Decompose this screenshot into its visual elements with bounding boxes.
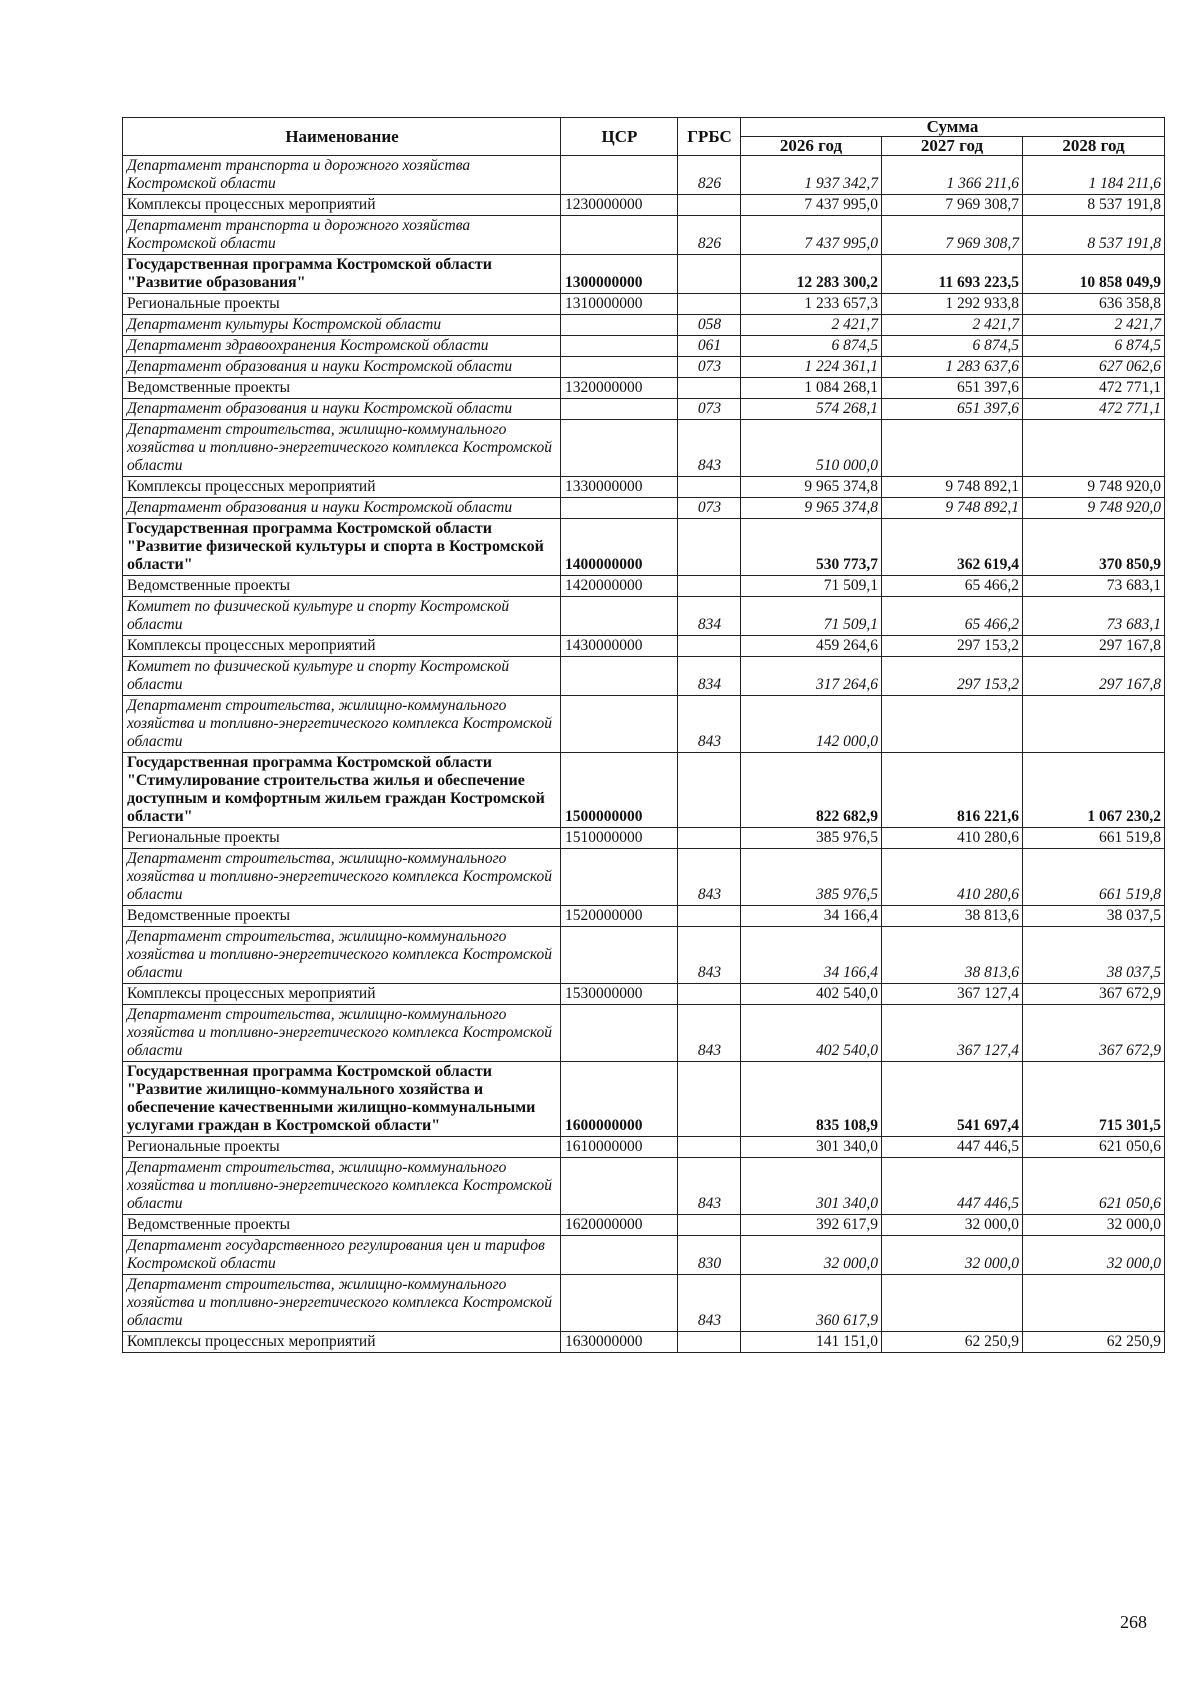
table-row — [123, 1062, 1165, 1137]
row-csr-cell: 1500000000 — [561, 753, 678, 828]
row-2028-cell: 38 037,5 — [1023, 927, 1165, 984]
row-grbs-cell — [678, 255, 741, 294]
row-2027-cell — [882, 696, 1023, 753]
budget-table — [122, 117, 1165, 1353]
row-2026-cell: 1 937 342,7 — [741, 156, 882, 195]
row-2026-cell: 317 264,6 — [741, 657, 882, 696]
table-row — [123, 1158, 1165, 1215]
row-2027-cell: 65 466,2 — [882, 576, 1023, 597]
row-grbs-cell — [678, 294, 741, 315]
table-row — [123, 927, 1165, 984]
row-csr-cell: 1310000000 — [561, 294, 678, 315]
row-grbs-cell: 843 — [678, 1275, 741, 1332]
table-row — [123, 336, 1165, 357]
row-name-cell: Департамент строительства, жилищно-коммунального хозяйства и топливно-энергетического комплекса Костромской области — [123, 927, 561, 984]
row-csr-cell: 1230000000 — [561, 195, 678, 216]
row-csr-cell — [561, 399, 678, 420]
row-grbs-cell: 843 — [678, 420, 741, 477]
row-grbs-cell: 061 — [678, 336, 741, 357]
row-csr-cell — [561, 696, 678, 753]
row-2027-cell: 7 969 308,7 — [882, 195, 1023, 216]
row-2027-cell: 297 153,2 — [882, 657, 1023, 696]
row-2028-cell: 2 421,7 — [1023, 315, 1165, 336]
row-2027-cell: 9 748 892,1 — [882, 477, 1023, 498]
row-name-cell: Департамент государственного регулирования цен и тарифов Костромской области — [123, 1236, 561, 1275]
row-grbs-cell — [678, 753, 741, 828]
row-csr-cell — [561, 498, 678, 519]
table-row — [123, 1332, 1165, 1353]
table-row — [123, 294, 1165, 315]
row-2026-cell: 1 224 361,1 — [741, 357, 882, 378]
row-2026-cell: 141 151,0 — [741, 1332, 882, 1353]
row-grbs-cell — [678, 636, 741, 657]
row-grbs-cell: 073 — [678, 498, 741, 519]
row-2028-cell: 297 167,8 — [1023, 636, 1165, 657]
row-2027-cell: 2 421,7 — [882, 315, 1023, 336]
header-csr: ЦСР — [561, 118, 678, 156]
row-2028-cell — [1023, 420, 1165, 477]
row-csr-cell: 1530000000 — [561, 984, 678, 1005]
row-2026-cell: 459 264,6 — [741, 636, 882, 657]
row-name-cell: Департамент образования и науки Костромской области — [123, 399, 561, 420]
row-grbs-cell — [678, 906, 741, 927]
row-2027-cell: 367 127,4 — [882, 1005, 1023, 1062]
row-2026-cell: 301 340,0 — [741, 1158, 882, 1215]
row-name-cell: Департамент образования и науки Костромской области — [123, 357, 561, 378]
row-grbs-cell — [678, 378, 741, 399]
row-2027-cell: 541 697,4 — [882, 1062, 1023, 1137]
row-2026-cell: 360 617,9 — [741, 1275, 882, 1332]
row-csr-cell — [561, 1158, 678, 1215]
row-2027-cell: 1 283 637,6 — [882, 357, 1023, 378]
row-2027-cell: 447 446,5 — [882, 1137, 1023, 1158]
table-row — [123, 828, 1165, 849]
row-csr-cell — [561, 156, 678, 195]
row-csr-cell: 1510000000 — [561, 828, 678, 849]
row-grbs-cell — [678, 1215, 741, 1236]
row-csr-cell: 1630000000 — [561, 1332, 678, 1353]
row-2027-cell: 32 000,0 — [882, 1236, 1023, 1275]
row-2028-cell: 1 184 211,6 — [1023, 156, 1165, 195]
row-2026-cell: 385 976,5 — [741, 849, 882, 906]
table-row — [123, 1236, 1165, 1275]
row-grbs-cell: 843 — [678, 927, 741, 984]
row-2028-cell: 661 519,8 — [1023, 828, 1165, 849]
row-csr-cell: 1600000000 — [561, 1062, 678, 1137]
row-grbs-cell: 834 — [678, 657, 741, 696]
row-csr-cell — [561, 1005, 678, 1062]
row-name-cell: Комплексы процессных мероприятий — [123, 1332, 561, 1353]
row-grbs-cell — [678, 1137, 741, 1158]
row-csr-cell: 1420000000 — [561, 576, 678, 597]
row-name-cell: Департамент транспорта и дорожного хозяйства Костромской области — [123, 156, 561, 195]
row-2027-cell: 65 466,2 — [882, 597, 1023, 636]
table-row — [123, 477, 1165, 498]
row-grbs-cell: 843 — [678, 696, 741, 753]
row-name-cell: Департамент образования и науки Костромской области — [123, 498, 561, 519]
row-2026-cell: 822 682,9 — [741, 753, 882, 828]
row-2028-cell: 472 771,1 — [1023, 399, 1165, 420]
row-name-cell: Ведомственные проекты — [123, 378, 561, 399]
row-name-cell: Комплексы процессных мероприятий — [123, 984, 561, 1005]
row-csr-cell — [561, 927, 678, 984]
table-row — [123, 1215, 1165, 1236]
table-row — [123, 498, 1165, 519]
row-2026-cell: 835 108,9 — [741, 1062, 882, 1137]
table-row — [123, 315, 1165, 336]
row-2028-cell: 1 067 230,2 — [1023, 753, 1165, 828]
row-2028-cell: 370 850,9 — [1023, 519, 1165, 576]
row-name-cell: Ведомственные проекты — [123, 906, 561, 927]
header-year-2028: 2028 год — [1023, 137, 1165, 156]
row-2026-cell: 9 965 374,8 — [741, 477, 882, 498]
header-grbs: ГРБС — [678, 118, 741, 156]
row-2026-cell: 9 965 374,8 — [741, 498, 882, 519]
row-2026-cell: 6 874,5 — [741, 336, 882, 357]
table-row — [123, 657, 1165, 696]
row-csr-cell — [561, 1275, 678, 1332]
row-2027-cell: 1 292 933,8 — [882, 294, 1023, 315]
row-csr-cell — [561, 336, 678, 357]
table-row — [123, 420, 1165, 477]
row-grbs-cell: 073 — [678, 399, 741, 420]
row-name-cell: Государственная программа Костромской области "Развитие образования" — [123, 255, 561, 294]
row-grbs-cell — [678, 195, 741, 216]
table-row — [123, 1137, 1165, 1158]
row-2028-cell: 8 537 191,8 — [1023, 195, 1165, 216]
row-grbs-cell: 826 — [678, 216, 741, 255]
row-2026-cell: 530 773,7 — [741, 519, 882, 576]
row-grbs-cell: 843 — [678, 1005, 741, 1062]
row-2027-cell: 38 813,6 — [882, 906, 1023, 927]
row-csr-cell — [561, 657, 678, 696]
row-2026-cell: 32 000,0 — [741, 1236, 882, 1275]
row-name-cell: Департамент строительства, жилищно-коммунального хозяйства и топливно-энергетического комплекса Костромской области — [123, 420, 561, 477]
row-name-cell: Комплексы процессных мероприятий — [123, 636, 561, 657]
row-name-cell: Комплексы процессных мероприятий — [123, 477, 561, 498]
row-2026-cell: 71 509,1 — [741, 597, 882, 636]
row-csr-cell: 1620000000 — [561, 1215, 678, 1236]
table-row — [123, 696, 1165, 753]
row-2028-cell: 621 050,6 — [1023, 1158, 1165, 1215]
row-2026-cell: 7 437 995,0 — [741, 195, 882, 216]
table-row — [123, 399, 1165, 420]
row-2028-cell: 8 537 191,8 — [1023, 216, 1165, 255]
table-row — [123, 849, 1165, 906]
row-csr-cell: 1320000000 — [561, 378, 678, 399]
row-2026-cell: 574 268,1 — [741, 399, 882, 420]
row-2026-cell: 1 233 657,3 — [741, 294, 882, 315]
row-2026-cell: 7 437 995,0 — [741, 216, 882, 255]
table-body — [123, 156, 1165, 1353]
row-csr-cell — [561, 597, 678, 636]
row-2028-cell: 62 250,9 — [1023, 1332, 1165, 1353]
row-2027-cell — [882, 420, 1023, 477]
row-grbs-cell — [678, 1332, 741, 1353]
row-2026-cell: 2 421,7 — [741, 315, 882, 336]
row-grbs-cell: 058 — [678, 315, 741, 336]
row-name-cell: Департамент транспорта и дорожного хозяйства Костромской области — [123, 216, 561, 255]
row-2028-cell: 32 000,0 — [1023, 1215, 1165, 1236]
row-2026-cell: 510 000,0 — [741, 420, 882, 477]
header-name: Наименование — [123, 118, 561, 156]
table-row — [123, 1005, 1165, 1062]
row-grbs-cell: 830 — [678, 1236, 741, 1275]
table-row — [123, 195, 1165, 216]
row-2028-cell: 636 358,8 — [1023, 294, 1165, 315]
row-name-cell: Ведомственные проекты — [123, 1215, 561, 1236]
table-row — [123, 753, 1165, 828]
row-2027-cell: 367 127,4 — [882, 984, 1023, 1005]
row-2027-cell: 9 748 892,1 — [882, 498, 1023, 519]
row-name-cell: Департамент строительства, жилищно-коммунального хозяйства и топливно-энергетического комплекса Костромской области — [123, 849, 561, 906]
table-row — [123, 597, 1165, 636]
row-name-cell: Департамент строительства, жилищно-коммунального хозяйства и топливно-энергетического комплекса Костромской области — [123, 1005, 561, 1062]
row-name-cell: Региональные проекты — [123, 1137, 561, 1158]
row-2027-cell: 6 874,5 — [882, 336, 1023, 357]
row-2028-cell: 38 037,5 — [1023, 906, 1165, 927]
row-2028-cell: 297 167,8 — [1023, 657, 1165, 696]
table-row — [123, 156, 1165, 195]
table-row — [123, 984, 1165, 1005]
row-name-cell: Региональные проекты — [123, 294, 561, 315]
table-row — [123, 357, 1165, 378]
row-2027-cell: 651 397,6 — [882, 399, 1023, 420]
row-2027-cell — [882, 1275, 1023, 1332]
row-2028-cell: 661 519,8 — [1023, 849, 1165, 906]
row-2027-cell: 38 813,6 — [882, 927, 1023, 984]
row-grbs-cell — [678, 519, 741, 576]
header-year-2026: 2026 год — [741, 137, 882, 156]
row-name-cell: Департамент культуры Костромской области — [123, 315, 561, 336]
row-csr-cell — [561, 216, 678, 255]
table-row — [123, 1275, 1165, 1332]
header-year-2027: 2027 год — [882, 137, 1023, 156]
row-2027-cell: 62 250,9 — [882, 1332, 1023, 1353]
row-2027-cell: 410 280,6 — [882, 849, 1023, 906]
row-name-cell: Государственная программа Костромской области "Развитие физической культуры и спорта в Костромской области" — [123, 519, 561, 576]
row-name-cell: Департамент строительства, жилищно-коммунального хозяйства и топливно-энергетического комплекса Костромской области — [123, 1158, 561, 1215]
row-2028-cell: 621 050,6 — [1023, 1137, 1165, 1158]
row-2026-cell: 142 000,0 — [741, 696, 882, 753]
row-2028-cell: 10 858 049,9 — [1023, 255, 1165, 294]
row-grbs-cell: 826 — [678, 156, 741, 195]
row-2028-cell — [1023, 1275, 1165, 1332]
row-2027-cell: 362 619,4 — [882, 519, 1023, 576]
row-2028-cell: 73 683,1 — [1023, 597, 1165, 636]
row-name-cell: Комплексы процессных мероприятий — [123, 195, 561, 216]
row-2026-cell: 1 084 268,1 — [741, 378, 882, 399]
row-grbs-cell — [678, 1062, 741, 1137]
row-2027-cell: 11 693 223,5 — [882, 255, 1023, 294]
row-2027-cell: 32 000,0 — [882, 1215, 1023, 1236]
row-2027-cell: 7 969 308,7 — [882, 216, 1023, 255]
row-2028-cell: 9 748 920,0 — [1023, 498, 1165, 519]
table-row — [123, 378, 1165, 399]
row-csr-cell: 1610000000 — [561, 1137, 678, 1158]
row-2028-cell: 73 683,1 — [1023, 576, 1165, 597]
row-2027-cell: 651 397,6 — [882, 378, 1023, 399]
row-2027-cell: 410 280,6 — [882, 828, 1023, 849]
row-name-cell: Ведомственные проекты — [123, 576, 561, 597]
table-row — [123, 255, 1165, 294]
row-2028-cell: 472 771,1 — [1023, 378, 1165, 399]
document-page — [122, 117, 1164, 1353]
page-number: 268 — [1120, 1612, 1147, 1632]
row-csr-cell — [561, 315, 678, 336]
row-2028-cell: 32 000,0 — [1023, 1236, 1165, 1275]
row-2028-cell: 6 874,5 — [1023, 336, 1165, 357]
row-2026-cell: 385 976,5 — [741, 828, 882, 849]
row-name-cell: Государственная программа Костромской области "Стимулирование строительства жилья и обеспечение доступным и комфортным жильем граждан Костромской области" — [123, 753, 561, 828]
row-2028-cell: 715 301,5 — [1023, 1062, 1165, 1137]
row-grbs-cell: 843 — [678, 1158, 741, 1215]
row-name-cell: Департамент строительства, жилищно-коммунального хозяйства и топливно-энергетического комплекса Костромской области — [123, 696, 561, 753]
row-csr-cell: 1430000000 — [561, 636, 678, 657]
row-2026-cell: 301 340,0 — [741, 1137, 882, 1158]
row-2026-cell: 402 540,0 — [741, 1005, 882, 1062]
row-2027-cell: 1 366 211,6 — [882, 156, 1023, 195]
row-name-cell: Департамент здравоохранения Костромской области — [123, 336, 561, 357]
row-2027-cell: 297 153,2 — [882, 636, 1023, 657]
row-2026-cell: 402 540,0 — [741, 984, 882, 1005]
row-2028-cell: 9 748 920,0 — [1023, 477, 1165, 498]
header-sum: Сумма — [741, 118, 1165, 137]
row-2026-cell: 392 617,9 — [741, 1215, 882, 1236]
row-2027-cell: 447 446,5 — [882, 1158, 1023, 1215]
row-csr-cell: 1330000000 — [561, 477, 678, 498]
table-row — [123, 216, 1165, 255]
row-grbs-cell — [678, 828, 741, 849]
table-row — [123, 576, 1165, 597]
row-2027-cell: 816 221,6 — [882, 753, 1023, 828]
row-grbs-cell — [678, 576, 741, 597]
row-grbs-cell — [678, 477, 741, 498]
row-2028-cell: 367 672,9 — [1023, 1005, 1165, 1062]
table-row — [123, 906, 1165, 927]
row-2026-cell: 12 283 300,2 — [741, 255, 882, 294]
row-2026-cell: 34 166,4 — [741, 906, 882, 927]
row-csr-cell — [561, 357, 678, 378]
row-2028-cell — [1023, 696, 1165, 753]
row-name-cell: Комитет по физической культуре и спорту Костромской области — [123, 597, 561, 636]
row-name-cell: Департамент строительства, жилищно-коммунального хозяйства и топливно-энергетического комплекса Костромской области — [123, 1275, 561, 1332]
row-grbs-cell — [678, 984, 741, 1005]
row-2028-cell: 627 062,6 — [1023, 357, 1165, 378]
row-name-cell: Региональные проекты — [123, 828, 561, 849]
row-name-cell: Государственная программа Костромской области "Развитие жилищно-коммунального хозяйства и обеспечение качественными жилищно-коммунальными услугами граждан в Костромской области" — [123, 1062, 561, 1137]
table-row — [123, 636, 1165, 657]
row-name-cell: Комитет по физической культуре и спорту Костромской области — [123, 657, 561, 696]
table-row — [123, 519, 1165, 576]
row-csr-cell — [561, 1236, 678, 1275]
row-2026-cell: 71 509,1 — [741, 576, 882, 597]
row-grbs-cell: 834 — [678, 597, 741, 636]
row-csr-cell: 1300000000 — [561, 255, 678, 294]
row-csr-cell — [561, 420, 678, 477]
row-csr-cell: 1520000000 — [561, 906, 678, 927]
row-csr-cell: 1400000000 — [561, 519, 678, 576]
row-grbs-cell: 843 — [678, 849, 741, 906]
row-grbs-cell: 073 — [678, 357, 741, 378]
row-csr-cell — [561, 849, 678, 906]
row-2026-cell: 34 166,4 — [741, 927, 882, 984]
row-2028-cell: 367 672,9 — [1023, 984, 1165, 1005]
